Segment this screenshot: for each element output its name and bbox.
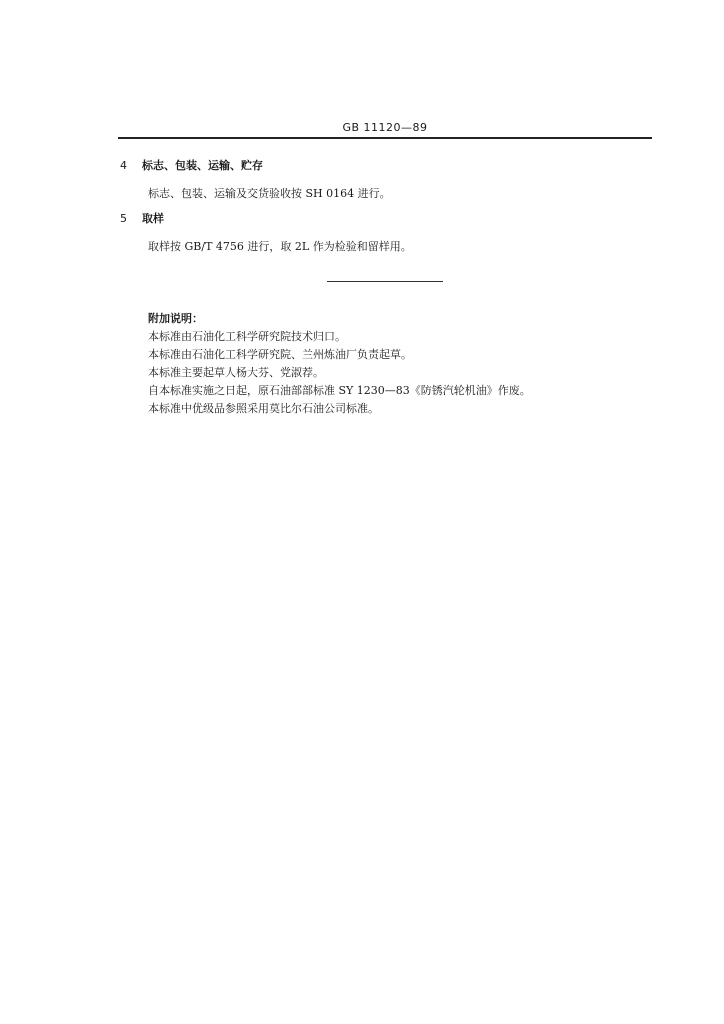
section-5-title: 取样 [142,212,164,225]
section-5-body: 取样按 GB/T 4756 进行，取 2L 作为检验和留样用。 [148,240,412,253]
section-4-title: 标志、包装、运输、贮存 [142,159,263,172]
note-line: 本标准由石油化工科学研究院、兰州炼油厂负责起草。 [148,348,412,361]
note-line: 自本标准实施之日起，原石油部部标准 SY 1230—83《防锈汽轮机油》作废。 [148,384,531,397]
note-line: 本标准主要起草人杨大芬、党淑荐。 [148,366,324,379]
standard-code-header: GB 11120—89 [342,121,428,134]
header-rule [118,137,652,139]
section-4-number: 4 [120,159,127,172]
section-4-body: 标志、包装、运输及交货验收按 SH 0164 进行。 [148,187,391,200]
note-line: 本标准中优级品参照采用莫比尔石油公司标准。 [148,402,379,415]
end-divider [327,281,443,282]
note-line: 本标准由石油化工科学研究院技术归口。 [148,330,346,343]
section-5-number: 5 [120,212,127,225]
notes-title: 附加说明： [148,312,203,325]
